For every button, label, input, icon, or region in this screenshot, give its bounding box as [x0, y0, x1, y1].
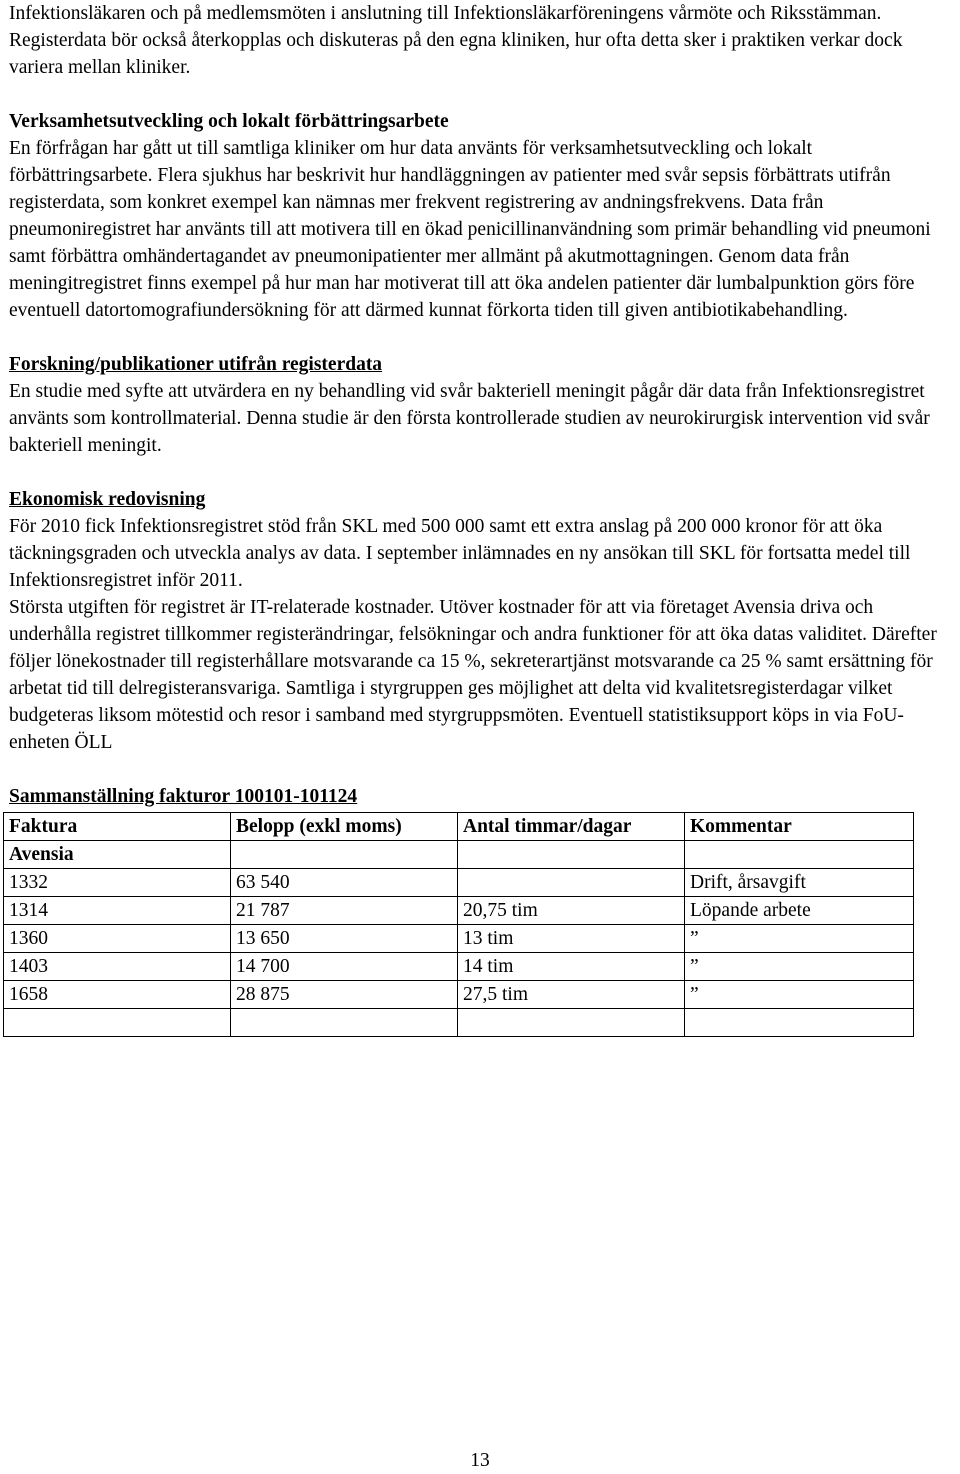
table-cell: 14 tim [458, 953, 685, 981]
invoice-table [3, 812, 914, 1037]
section-heading: Verksamhetsutveckling och lokalt förbättringsarbete [9, 111, 449, 132]
table-cell: 14 700 [231, 953, 458, 981]
table-cell: 13 650 [231, 925, 458, 953]
table-title: Sammanställning fakturor 100101-101124 [9, 786, 358, 807]
table-cell: 63 540 [231, 869, 458, 897]
section-ekonomisk-redovisning [9, 486, 953, 756]
table-cell [231, 1009, 458, 1037]
intro-paragraph: Infektionsläkaren och på medlemsmöten i anslutning till Infektionsläkarföreningens vårmöte och Riksstämman. Registerdata bör också återkopplas och diskuteras på den egna kliniken, hur ofta detta sker i praktiken verkar dock variera mellan kliniker. [9, 3, 903, 78]
section-verksamhetsutveckling [9, 108, 953, 324]
table-row [4, 869, 914, 897]
table-row [4, 897, 914, 925]
table-cell: 28 875 [231, 981, 458, 1009]
table-cell: 27,5 tim [458, 981, 685, 1009]
table-cell: Drift, årsavgift [685, 869, 914, 897]
section-body: En studie med syfte att utvärdera en ny behandling vid svår bakteriell meningit pågår där data från Infektionsregistret använts som kontrollmaterial. Denna studie är den första kontrollerade studien av neurokirurgisk intervention vid svår bakteriell meningit. [9, 381, 930, 456]
table-row-empty [4, 1009, 914, 1037]
document-page [9, 0, 953, 1037]
table-cell: ” [685, 925, 914, 953]
section-forskning [9, 351, 953, 459]
table-cell: Löpande arbete [685, 897, 914, 925]
section-body: För 2010 fick Infektionsregistret stöd från SKL med 500 000 samt ett extra anslag på 200 000 kronor för att öka täckningsgraden och utveckla analys av data. I september inlämnades en ny ansökan till SKL för fortsatta medel till Infektionsregistret inför 2011. [9, 516, 911, 591]
table-cell [685, 1009, 914, 1037]
column-header: Kommentar [685, 813, 914, 841]
table-cell: ” [685, 953, 914, 981]
vendor-cell: Avensia [4, 841, 231, 869]
table-row [4, 981, 914, 1009]
table-cell: ” [685, 981, 914, 1009]
table-row [4, 953, 914, 981]
section-heading: Ekonomisk redovisning [9, 489, 206, 510]
section-body-continued: Största utgiften för registret är IT-relaterade kostnader. Utöver kostnader för att via företaget Avensia driva och underhålla registret tillkommer registerändringar, felsökningar och andra funktioner för att öka datas validitet. Därefter följer lönekostnader till registerhållare motsvarande ca 15 %, sekreterartjänst motsvarande ca 25 % samt ersättning för arbetat tid till delregisteransvariga. Samtliga i styrgruppen ges möjlighet att delta vid kvalitetsregisterdagar vilket budgeteras liksom mötestid och resor i samband med styrgruppsmöten. Eventuell statistiksupport köps in via FoU-enheten ÖLL [9, 597, 937, 753]
table-cell: 21 787 [231, 897, 458, 925]
table-cell [458, 869, 685, 897]
table-cell: 1403 [4, 953, 231, 981]
table-header-row [4, 813, 914, 841]
column-header: Faktura [4, 813, 231, 841]
table-cell: 13 tim [458, 925, 685, 953]
table-cell: 1332 [4, 869, 231, 897]
table-cell: 1658 [4, 981, 231, 1009]
table-cell [458, 1009, 685, 1037]
table-row-vendor [4, 841, 914, 869]
table-cell [4, 1009, 231, 1037]
table-cell: 1360 [4, 925, 231, 953]
table-cell [458, 841, 685, 869]
section-heading: Forskning/publikationer utifrån registerdata [9, 354, 383, 375]
table-cell [231, 841, 458, 869]
column-header: Belopp (exkl moms) [231, 813, 458, 841]
section-body: En förfrågan har gått ut till samtliga kliniker om hur data använts för verksamhetsutveckling och lokalt förbättringsarbete. Flera sjukhus har beskrivit hur handläggningen av patienter med svår sepsis förbättrats utifrån registerdata, som konkret exempel kan nämnas mer frekvent registrering av andningsfrekvens. Data från pneumoniregistret har använts till att motivera till en ökad penicillinanvändning som primär behandling vid pneumoni samt förbättra omhändertagandet av pneumonipatienter mer allmänt på akutmottagningen. Genom data från meningitregistret finns exempel på hur man har motiverat till att öka andelen patienter där lumbalpunktion görs före eventuell datortomografiundersökning för att därmed kunnat förkorta tiden till given antibiotikabehandling. [9, 138, 931, 321]
table-cell: 1314 [4, 897, 231, 925]
page-number: 13 [470, 1450, 490, 1471]
column-header: Antal timmar/dagar [458, 813, 685, 841]
table-cell [685, 841, 914, 869]
table-row [4, 925, 914, 953]
table-cell: 20,75 tim [458, 897, 685, 925]
